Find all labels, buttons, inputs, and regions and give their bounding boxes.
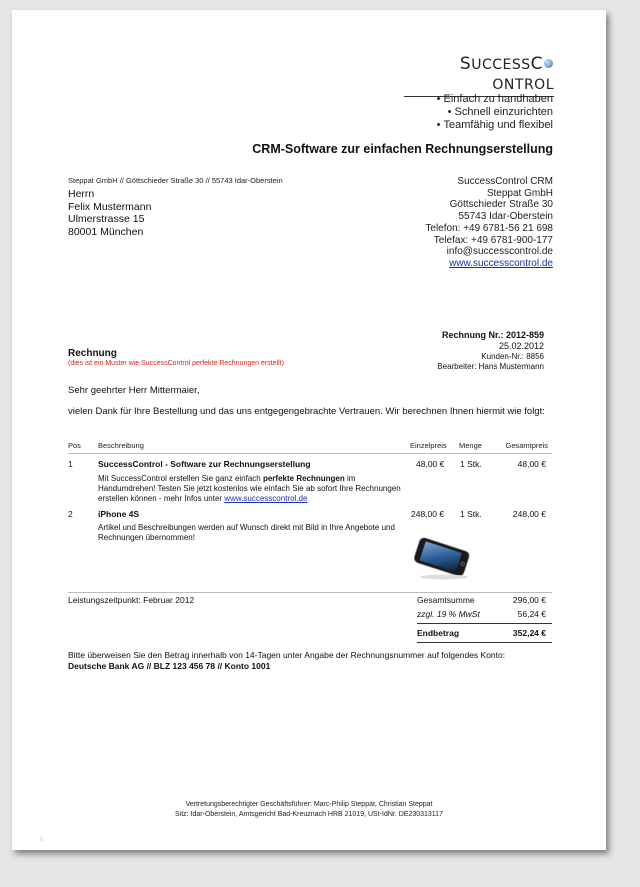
- service-period: Leistungszeitpunkt: Februar 2012: [68, 595, 195, 605]
- invoice-page: [12, 10, 606, 850]
- row-quantity: 1 Stk.: [460, 459, 482, 469]
- intro-text: vielen Dank für Ihre Bestellung und das uns entgegengebrachte Vertrauen. Wir berechnen Ihnen hiermit wie folgt:: [68, 406, 545, 417]
- payment-text: Bitte überweisen Sie den Betrag innerhalb von 14-Tagen unter Angabe der Rechnungsnummer auf folgendes Konto:: [68, 650, 506, 660]
- bank-account: Deutsche Bank AG // BLZ 123 456 78 // Konto 1001: [68, 660, 271, 671]
- row-total: 248,00 €: [512, 509, 546, 519]
- row-pos: 1: [68, 459, 73, 469]
- feature-item: • Teamfähig und flexibel: [437, 119, 553, 132]
- globe-icon: [544, 59, 553, 68]
- col-header-quantity: Menge: [459, 441, 482, 450]
- invoice-sample-note: (dies ist ein Muster wie SuccessControl perfekte Rechnungen erstellt): [68, 360, 284, 367]
- vat-label: zzgl. 19 % MwSt: [417, 609, 480, 619]
- col-header-total: Gesamtpreis: [505, 441, 548, 450]
- clerk-name: Bearbeiter: Hans Mustermann: [437, 361, 544, 371]
- col-header-description: Beschreibung: [98, 441, 144, 450]
- row-unit-price: 248,00 €: [411, 509, 445, 519]
- footer-management: Vertretungsberechtigter Geschäftsführer: Marc-Philip Steppat, Christian Steppat: [185, 801, 433, 808]
- recipient-name: Felix Mustermann: [68, 200, 152, 213]
- company-fax: Telefax: +49 6781-900-177: [433, 234, 553, 246]
- company-city: 55743 Idar-Oberstein: [458, 211, 553, 223]
- invoice-meta: [437, 330, 544, 371]
- row-total: 48,00 €: [517, 459, 546, 469]
- footer-registration: Sitz: Idar-Oberstein, Amtsgericht Bad-Kreuznach HRB 21019, USt-IdNr. DE230313117: [175, 810, 443, 818]
- table-bottom-divider: [68, 592, 552, 593]
- feature-item: • Schnell einzurichten: [437, 106, 553, 119]
- invoice-date: 25.02.2012: [498, 341, 544, 351]
- greeting: Sehr geehrter Herr Mittermaier,: [68, 385, 200, 396]
- recipient-salutation: Herrn: [68, 188, 95, 200]
- recipient-city: 80001 München: [68, 225, 144, 238]
- document-subtitle: CRM-Software zur einfachen Rechnungserstellung: [252, 142, 553, 156]
- product-website-link[interactable]: www.successcontrol.de: [224, 494, 308, 503]
- iphone-image: [410, 530, 474, 582]
- col-header-unit-price: Einzelpreis: [410, 441, 447, 450]
- company-phone: Telefon: +49 6781-56 21 698: [425, 222, 553, 234]
- totals-bottom-divider: [417, 642, 552, 643]
- row-quantity: 1 Stk.: [460, 509, 482, 519]
- row-pos: 2: [68, 509, 73, 519]
- payment-instructions: [68, 650, 552, 671]
- invoice-title: Rechnung: [68, 348, 117, 359]
- company-email: info@successcontrol.de: [446, 246, 553, 258]
- subtotal-label: Gesamtsumme: [417, 595, 475, 605]
- subtotal-value: 296,00 €: [512, 595, 546, 605]
- invoice-number: Rechnung Nr.: 2012-859: [441, 330, 544, 340]
- row-title: iPhone 4S: [98, 509, 140, 519]
- company-website-link[interactable]: www.successcontrol.de: [449, 257, 553, 269]
- sender-address-line: Steppat GmbH // Göttschieder Straße 30 // 55743 Idar-Oberstein: [68, 176, 283, 185]
- recipient-street: Ulmerstrasse 15: [68, 213, 145, 225]
- successcontrol-logo: SUCCESSCONTROL: [404, 54, 554, 97]
- row-title: SuccessControl - Software zur Rechnungserstellung: [98, 459, 311, 469]
- company-contact-block: [425, 176, 553, 270]
- row-description: Mit SuccessControl erstellen Sie ganz einfach perfekte Rechnungen im Handumdrehen! Testen Sie jetzt kostenlos wie einfach Sie ab sofort Ihre Rechnungen erstellen können - mehr Infos unter www.successcontrol.de: [98, 474, 401, 503]
- col-header-pos: Pos: [68, 441, 81, 450]
- footer: [12, 800, 606, 819]
- vat-value: 56,24 €: [517, 609, 546, 619]
- row-description: Artikel und Beschreibungen werden auf Wunsch direkt mit Bild in Ihre Angebote und Rechnungen übernommen!: [98, 523, 395, 542]
- feature-item: • Einfach zu handhaben: [437, 93, 553, 106]
- customer-number: Kunden-Nr.: 8856: [481, 352, 544, 361]
- company-name: Steppat GmbH: [486, 187, 553, 199]
- recipient-address: [68, 188, 151, 238]
- final-amount-label: Endbetrag: [417, 628, 460, 638]
- company-product: SuccessControl CRM: [457, 176, 553, 187]
- final-amount-value: 352,24 €: [512, 628, 546, 638]
- row-unit-price: 48,00 €: [416, 459, 445, 469]
- watermark: lt: [40, 837, 43, 843]
- totals-divider: [417, 623, 552, 624]
- company-street: Göttschieder Straße 30: [449, 199, 553, 211]
- table-header-divider: [68, 453, 552, 454]
- feature-list: [437, 93, 553, 132]
